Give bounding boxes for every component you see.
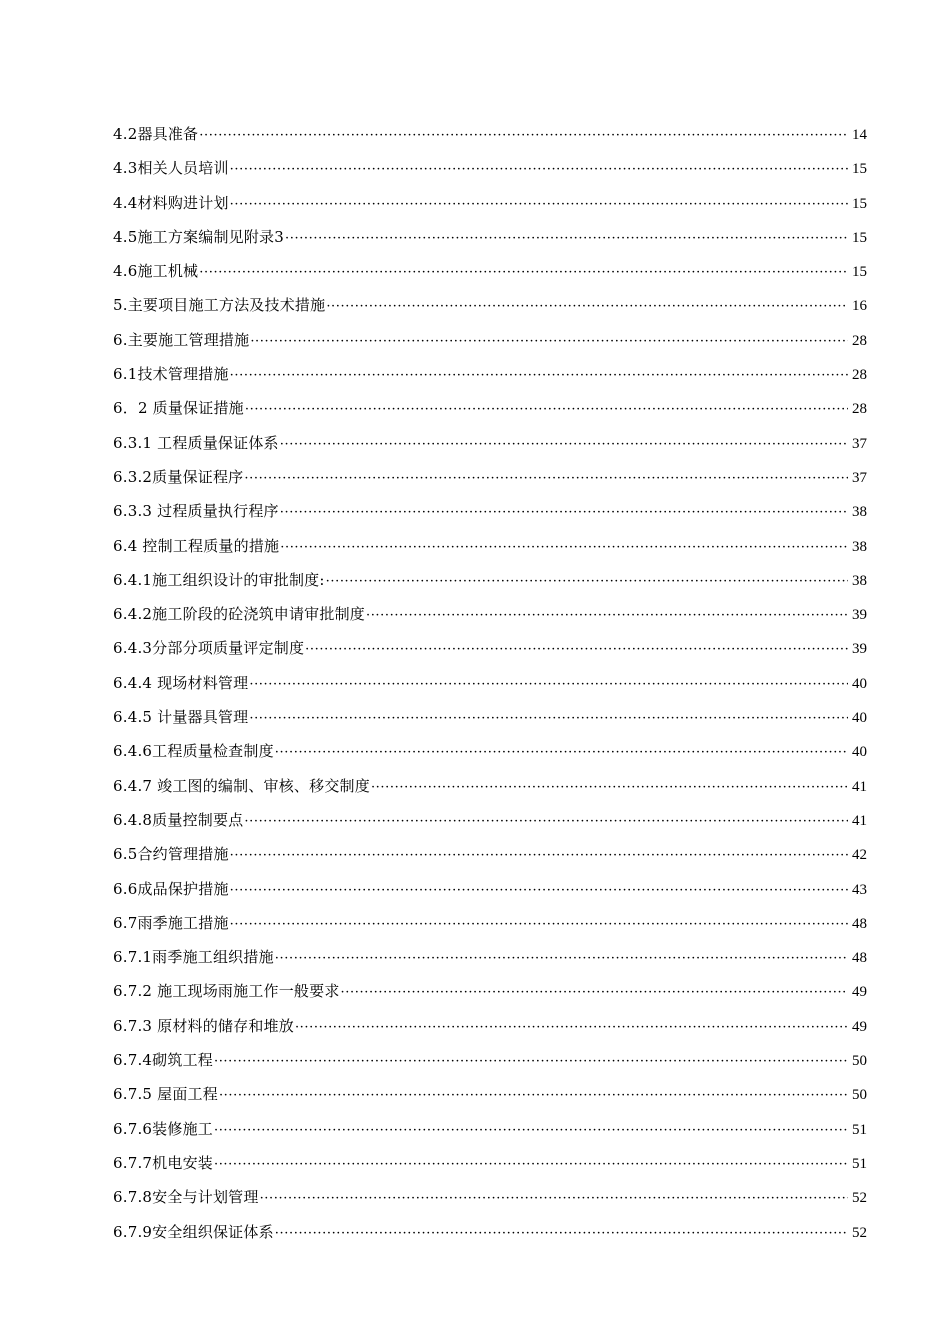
toc-dot-leader	[275, 947, 848, 971]
toc-entry[interactable]	[113, 225, 867, 259]
toc-entry[interactable]	[113, 156, 867, 190]
toc-entry[interactable]	[113, 705, 867, 739]
toc-entry-title: 6.7.3 原材料的储存和堆放	[113, 1016, 294, 1035]
toc-dot-leader	[230, 879, 848, 903]
toc-entry-page-number: 39	[852, 641, 867, 658]
toc-entry[interactable]	[113, 431, 867, 465]
toc-entry-title: 6.7.1雨季施工组织措施	[113, 948, 274, 967]
toc-entry[interactable]	[113, 259, 867, 293]
toc-entry-page-number: 37	[852, 435, 867, 452]
toc-entry-title: 6.4.2施工阶段的砼浇筑申请审批制度	[113, 605, 365, 624]
toc-dot-leader	[230, 913, 848, 937]
toc-dot-leader	[341, 981, 848, 1005]
toc-dot-leader	[245, 398, 848, 422]
toc-entry[interactable]	[113, 602, 867, 636]
toc-entry[interactable]	[113, 122, 867, 156]
toc-dot-leader	[305, 638, 848, 662]
toc-entry-title: 4.6施工机械	[113, 262, 199, 281]
toc-dot-leader	[230, 364, 848, 388]
toc-entry-title: 6．2 质量保证措施	[113, 399, 244, 418]
toc-dot-leader	[199, 124, 848, 148]
toc-entry[interactable]	[113, 1185, 867, 1219]
toc-entry-title: 6.4.4 现场材料管理	[113, 673, 249, 692]
toc-entry[interactable]	[113, 945, 867, 979]
toc-entry[interactable]	[113, 396, 867, 430]
toc-entry-page-number: 16	[852, 298, 867, 315]
toc-entry-page-number: 52	[852, 1190, 867, 1207]
toc-entry-title: 5.主要项目施工方法及技术措施	[113, 296, 326, 315]
toc-entry-title: 6.7.4砌筑工程	[113, 1051, 213, 1070]
toc-dot-leader	[280, 536, 848, 560]
toc-entry-title: 4.2器具准备	[113, 125, 199, 143]
toc-entry-title: 6.4.1施工组织设计的审批制度:	[113, 570, 325, 589]
toc-dot-leader	[366, 604, 848, 628]
toc-entry[interactable]	[113, 1117, 867, 1151]
toc-entry-page-number: 15	[852, 229, 867, 246]
toc-entry[interactable]	[113, 362, 867, 396]
toc-entry[interactable]	[113, 191, 867, 225]
toc-entry[interactable]	[113, 842, 867, 876]
toc-entry-page-number: 15	[852, 161, 867, 178]
toc-entry-title: 6.7.9安全组织保证体系	[113, 1222, 274, 1241]
toc-entry-page-number: 28	[852, 332, 867, 349]
toc-entry-title: 6.4.8质量控制要点	[113, 810, 244, 829]
toc-entry-title: 6.4.3分部分项质量评定制度	[113, 639, 305, 658]
toc-entry[interactable]	[113, 808, 867, 842]
toc-entry-title: 6.5合约管理措施	[113, 845, 229, 864]
toc-entry-title: 6.7.2 施工现场雨施工作一般要求	[113, 982, 340, 1001]
toc-dot-leader	[280, 501, 848, 525]
toc-entry[interactable]	[113, 636, 867, 670]
toc-entry-title: 4.4材料购进计划	[113, 193, 229, 212]
toc-entry-page-number: 28	[852, 367, 867, 384]
toc-entry-page-number: 38	[852, 538, 867, 555]
toc-entry-title: 6.6成品保护措施	[113, 879, 229, 898]
toc-dot-leader	[230, 844, 848, 868]
toc-dot-leader	[244, 467, 848, 491]
toc-entry-page-number: 43	[852, 881, 867, 898]
toc-entry-title: 6.4 控制工程质量的措施	[113, 536, 280, 555]
toc-dot-leader	[275, 1222, 848, 1246]
toc-entry-page-number: 40	[852, 744, 867, 761]
toc-entry-title: 4.5施工方案编制见附录3	[113, 227, 284, 246]
toc-entry-page-number: 38	[852, 572, 867, 589]
toc-entry-page-number: 51	[852, 1121, 867, 1138]
toc-entry-title: 6.7.6装修施工	[113, 1119, 213, 1138]
toc-entry-page-number: 51	[852, 1155, 867, 1172]
toc-entry-title: 6.1技术管理措施	[113, 365, 229, 384]
toc-entry[interactable]	[113, 1220, 867, 1254]
toc-entry-page-number: 49	[852, 984, 867, 1001]
toc-dot-leader	[275, 741, 848, 765]
toc-entry-page-number: 38	[852, 504, 867, 521]
toc-entry-title: 6.主要施工管理措施	[113, 330, 250, 349]
toc-entry-title: 6.4.5 计量器具管理	[113, 708, 249, 727]
toc-entry[interactable]	[113, 534, 867, 568]
toc-dot-leader	[326, 570, 848, 594]
toc-entry-page-number: 50	[852, 1087, 867, 1104]
table-of-contents	[113, 122, 867, 1254]
toc-entry-title: 6.7.7机电安装	[113, 1153, 213, 1172]
toc-entry-page-number: 40	[852, 710, 867, 727]
toc-dot-leader	[244, 810, 848, 834]
toc-entry-page-number: 50	[852, 1053, 867, 1070]
toc-entry-title: 6.3.1 工程质量保证体系	[113, 433, 279, 452]
toc-entry-page-number: 15	[852, 264, 867, 281]
toc-entry[interactable]	[113, 1151, 867, 1185]
toc-entry-title: 6.7雨季施工措施	[113, 913, 229, 932]
toc-entry-page-number: 41	[852, 812, 867, 829]
toc-entry-page-number: 37	[852, 469, 867, 486]
toc-entry-title: 6.4.7 竣工图的编制、审核、移交制度	[113, 776, 370, 795]
toc-dot-leader	[249, 673, 848, 697]
toc-dot-leader	[230, 193, 848, 217]
toc-entry-page-number: 48	[852, 950, 867, 967]
toc-entry-title: 6.7.8安全与计划管理	[113, 1188, 259, 1207]
toc-entry[interactable]	[113, 877, 867, 911]
toc-entry-title: 6.4.6工程质量检查制度	[113, 742, 274, 761]
toc-entry[interactable]	[113, 911, 867, 945]
toc-entry-page-number: 39	[852, 607, 867, 624]
toc-entry-page-number: 28	[852, 401, 867, 418]
toc-entry-page-number: 41	[852, 778, 867, 795]
toc-entry-page-number: 15	[852, 195, 867, 212]
toc-entry[interactable]	[113, 774, 867, 808]
toc-entry[interactable]	[113, 1082, 867, 1116]
toc-entry-title: 4.3相关人员培训	[113, 159, 229, 178]
toc-entry-title: 6.3.3 过程质量执行程序	[113, 502, 279, 521]
toc-entry[interactable]	[113, 1014, 867, 1048]
toc-dot-leader	[260, 1187, 848, 1211]
toc-dot-leader	[199, 261, 848, 285]
toc-entry[interactable]	[113, 671, 867, 705]
toc-dot-leader	[285, 227, 848, 251]
toc-entry[interactable]	[113, 1048, 867, 1082]
toc-entry-title: 6.7.5 屋面工程	[113, 1085, 218, 1104]
toc-entry-page-number: 49	[852, 1018, 867, 1035]
toc-dot-leader	[230, 158, 848, 182]
toc-entry-page-number: 40	[852, 675, 867, 692]
toc-entry[interactable]	[113, 293, 867, 327]
toc-dot-leader	[371, 776, 848, 800]
toc-entry-page-number: 42	[852, 847, 867, 864]
toc-entry-page-number: 52	[852, 1224, 867, 1241]
toc-entry-page-number: 14	[852, 127, 867, 143]
toc-dot-leader	[219, 1084, 848, 1108]
toc-entry[interactable]	[113, 465, 867, 499]
toc-entry[interactable]	[113, 568, 867, 602]
toc-entry[interactable]	[113, 979, 867, 1013]
toc-dot-leader	[214, 1153, 848, 1177]
toc-dot-leader	[214, 1050, 848, 1074]
toc-dot-leader	[326, 295, 848, 319]
toc-dot-leader	[280, 433, 848, 457]
toc-dot-leader	[249, 707, 848, 731]
toc-dot-leader	[295, 1016, 848, 1040]
toc-entry[interactable]	[113, 739, 867, 773]
toc-entry[interactable]	[113, 499, 867, 533]
toc-dot-leader	[214, 1119, 848, 1143]
toc-entry[interactable]	[113, 328, 867, 362]
toc-entry-title: 6.3.2质量保证程序	[113, 467, 244, 486]
toc-dot-leader	[250, 330, 848, 354]
toc-entry-page-number: 48	[852, 915, 867, 932]
